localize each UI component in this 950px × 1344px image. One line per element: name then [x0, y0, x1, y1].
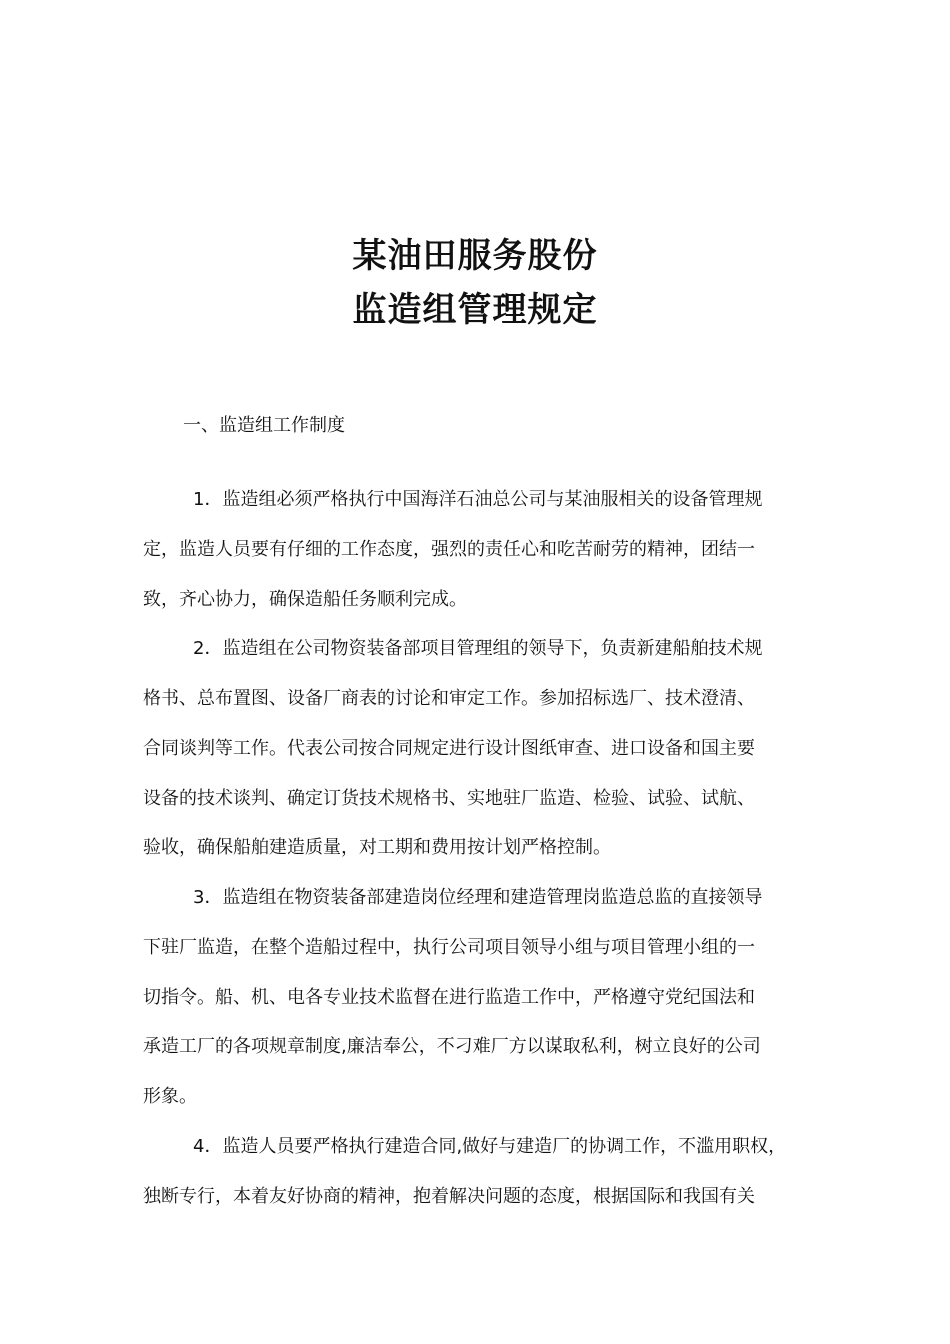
paragraph-2-line: 2．监造组在公司物资装备部项目管理组的领导下，负责新建船舶技术规	[193, 638, 763, 659]
paragraph-1-line: 致，齐心协力，确保造船任务顺利完成。	[143, 589, 467, 610]
document-title-line-2: 监造组管理规定	[352, 290, 598, 330]
document-title-line-1: 某油田服务股份	[352, 236, 598, 276]
paragraph-2-line: 格书、总布置图、设备厂商表的讨论和审定工作。参加招标选厂、技术澄清、	[143, 688, 755, 709]
paragraph-3-line: 形象。	[143, 1086, 197, 1107]
paragraph-4-line: 4．监造人员要严格执行建造合同,做好与建造厂的协调工作，不滥用职权，	[193, 1136, 787, 1157]
paragraph-3-line: 下驻厂监造，在整个造船过程中，执行公司项目领导小组与项目管理小组的一	[143, 937, 755, 958]
paragraph-1-line: 定，监造人员要有仔细的工作态度，强烈的责任心和吃苦耐劳的精神，团结一	[143, 539, 755, 560]
paragraph-3-line: 承造工厂的各项规章制度,廉洁奉公，不刁难厂方以谋取私利，树立良好的公司	[143, 1036, 761, 1057]
paragraph-4-line: 独断专行，本着友好协商的精神，抱着解决问题的态度，根据国际和我国有关	[143, 1186, 755, 1207]
paragraph-2-line: 验收，确保船舶建造质量，对工期和费用按计划严格控制。	[143, 837, 611, 858]
paragraph-1-line: 1．监造组必须严格执行中国海洋石油总公司与某油服相关的设备管理规	[193, 489, 763, 510]
paragraph-3-line: 切指令。船、机、电各专业技术监督在进行监造工作中，严格遵守党纪国法和	[143, 987, 755, 1008]
paragraph-2-line: 设备的技术谈判、确定订货技术规格书、实地驻厂监造、检验、试验、试航、	[143, 788, 755, 809]
paragraph-3-line: 3．监造组在物资装备部建造岗位经理和建造管理岗监造总监的直接领导	[193, 887, 763, 908]
section-heading: 一、监造组工作制度	[183, 415, 345, 436]
paragraph-2-line: 合同谈判等工作。代表公司按合同规定进行设计图纸审查、进口设备和国主要	[143, 738, 755, 759]
